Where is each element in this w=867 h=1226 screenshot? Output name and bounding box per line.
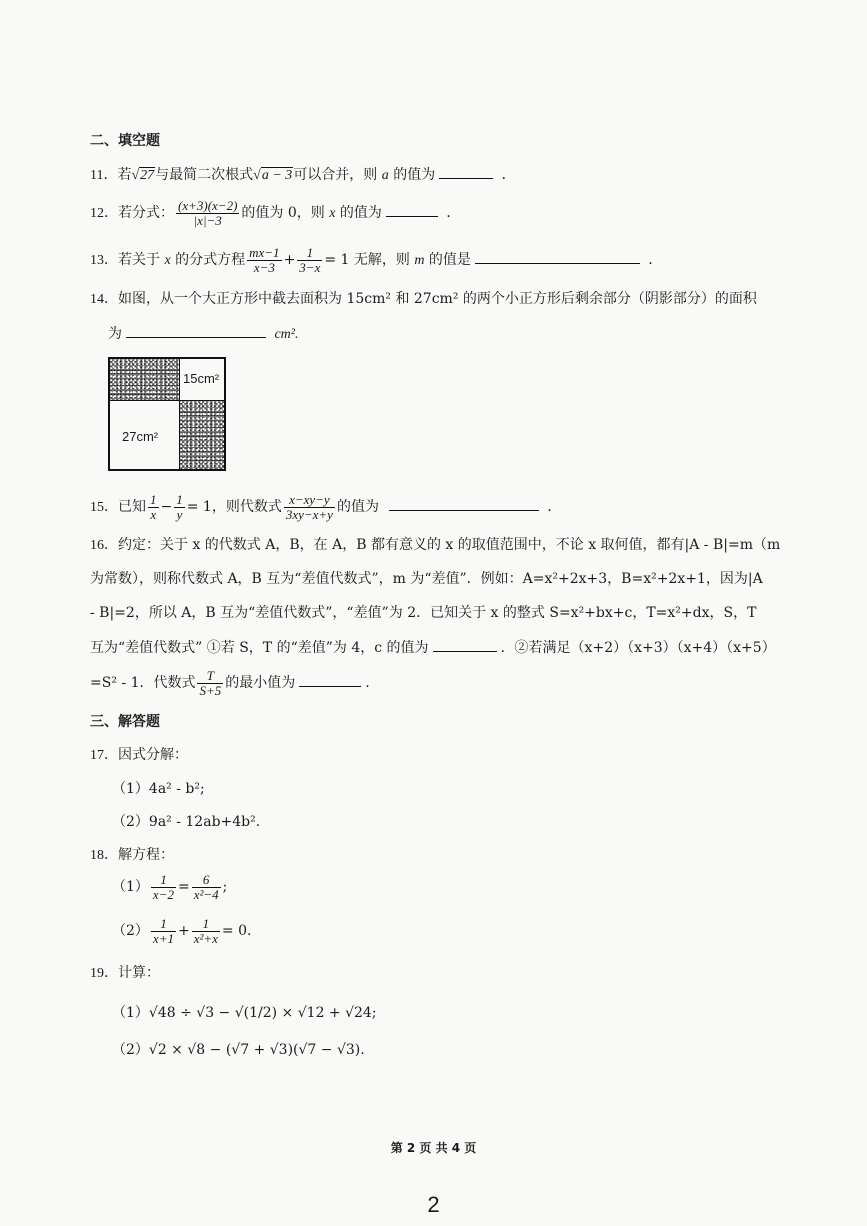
- q11-text-c: 可以合并，则: [293, 167, 378, 183]
- q16-answer-blank-1[interactable]: [433, 637, 497, 652]
- q11-var: a: [381, 168, 389, 183]
- q16-text-4a: 互为“差值代数式” ①若 S，T 的“差值”为 4，c 的值为: [90, 640, 429, 656]
- q15-minus: −: [160, 499, 173, 515]
- q16-number: 16．: [90, 538, 118, 553]
- question-12: [90, 198, 807, 229]
- q16-text-5b: 的最小值为: [225, 675, 296, 691]
- q13-var-m: m: [414, 253, 425, 268]
- small-square-27: [110, 401, 180, 469]
- question-17: [90, 745, 807, 766]
- q14-text: 如图，从一个大正方形中截去面积为 15cm² 和 27cm² 的两个小正方形后剩余部分（阴影部分）的面积: [118, 291, 757, 307]
- q12-text-c: 的值为: [339, 205, 382, 221]
- q12-text-b: 的值为 0，则: [241, 205, 325, 221]
- shaded-region-top-left: [110, 359, 180, 401]
- q18-number: 18．: [90, 848, 118, 863]
- q18-p1-frac-2: $\frac{6}{\text{x²−4}}$: [193, 871, 219, 902]
- q11-number: 11．: [90, 168, 118, 183]
- q16-fraction: $\frac{T}{S+5}$: [199, 667, 222, 698]
- q18-part-2: （2） $\frac{1}{x+1}$ + $\frac{1}{\text{x²+x}}$ = 0.: [112, 915, 252, 946]
- q19-title: 计算：: [118, 965, 160, 981]
- q12-var: x: [329, 206, 336, 221]
- q19-part-2: （2）√2 × √8 − (√7 + √3)(√7 − √3).: [112, 1042, 365, 1058]
- label-15cm2: 15cm²: [183, 371, 220, 386]
- q11-answer-blank[interactable]: [439, 164, 493, 179]
- question-15: [90, 492, 807, 523]
- q15-fraction-3: $\frac{x-xy-y}{3xy-x+y}$: [285, 491, 333, 522]
- q13-var: x: [164, 253, 171, 268]
- q11-text-b: 与最简二次根式: [155, 167, 254, 183]
- q11-sqrt-a3: √a − 3: [253, 168, 293, 183]
- q14-number: 14．: [90, 292, 118, 307]
- q17-part-1: （1）4a² - b²;: [112, 781, 205, 797]
- q16-text-5a: =S² - 1．代数式: [90, 675, 196, 691]
- q14-answer-blank[interactable]: [126, 323, 266, 338]
- question-11: [90, 164, 807, 186]
- q14-unit: cm².: [274, 327, 299, 342]
- question-16-line-1: [90, 535, 807, 556]
- q18-p1-frac-1: $\frac{1}{x-2}$: [152, 871, 174, 902]
- q19-number: 19．: [90, 966, 118, 981]
- q11-end: ．: [501, 167, 516, 183]
- q12-answer-blank[interactable]: [386, 202, 438, 217]
- q15-text-c: 的值为: [336, 499, 379, 515]
- q17-number: 17．: [90, 748, 118, 763]
- question-16-line-2: 为常数），则称代数式 A，B 互为“差值代数式”，m 为“差值”．例如：A=x²+2x+3，B=x²+2x+1，因为|A: [90, 571, 763, 587]
- page-footer: 第 2 页 共 4 页: [390, 1141, 477, 1155]
- q15-end: ．: [547, 499, 562, 515]
- question-14-line-1: [90, 289, 807, 310]
- q11-text-d: 的值为: [393, 167, 436, 183]
- q13-text-b: 的分式方程: [175, 252, 246, 268]
- q11-sqrt-27: √27: [131, 168, 155, 183]
- q12-end: ．: [446, 205, 461, 221]
- question-16-line-4: [90, 637, 807, 658]
- q13-fraction-2: $\frac{1}{3-x}$: [299, 244, 321, 275]
- q18-p2-frac-1: $\frac{1}{x+1}$: [152, 915, 174, 946]
- question-14-line-2: [108, 323, 807, 345]
- q11-text-a: 若: [117, 167, 132, 183]
- small-square-15: [180, 359, 224, 401]
- q13-plus: +: [283, 252, 296, 268]
- question-13: [90, 245, 807, 276]
- q16-text-1: 约定：关于 x 的代数式 A，B，在 A，B 都有意义的 x 的取值范围中，不论 x 取何值，都有|A - B|=m（m: [118, 537, 781, 553]
- q17-title: 因式分解：: [118, 747, 188, 763]
- q13-text-a: 若关于: [118, 252, 160, 268]
- q14-text-b: 为: [108, 326, 122, 342]
- q15-fraction-2: $\frac{1}{y}$: [176, 491, 183, 522]
- question-16-line-3: - B|=2，所以 A，B 互为“差值代数式”，“差值”为 2．已知关于 x 的整式 S=x²+bx+c，T=x²+dx，S，T: [90, 605, 757, 621]
- q16-text-4b: ．②若满足（x+2）（x+3）（x+4）（x+5）: [500, 640, 776, 656]
- q18-title: 解方程：: [118, 847, 174, 863]
- q17-part-2: （2）9a² - 12ab+4b².: [112, 814, 261, 830]
- q12-text-a: 若分式：: [118, 205, 174, 221]
- q13-text-c: = 1 无解，则: [324, 252, 410, 268]
- q13-answer-blank[interactable]: [475, 249, 640, 264]
- question-19: [90, 963, 807, 984]
- q13-number: 13．: [90, 253, 118, 268]
- q15-fraction-1: $\frac{1}{x}$: [150, 491, 157, 522]
- label-27cm2: 27cm²: [122, 429, 159, 444]
- q15-answer-blank[interactable]: [389, 496, 539, 511]
- q18-part-1: （1） $\frac{1}{x-2}$ = $\frac{6}{\text{x²−4}}$ ;: [112, 871, 228, 902]
- question-18: [90, 845, 807, 866]
- q16-answer-blank-2[interactable]: [299, 672, 361, 687]
- q16-end: .: [365, 675, 370, 691]
- q14-figure: [108, 357, 226, 471]
- q18-p2-frac-2: $\frac{1}{\text{x²+x}}$: [193, 915, 218, 946]
- q15-text-a: 已知: [118, 499, 146, 515]
- question-16-line-5: [90, 668, 807, 698]
- q12-fraction: $\frac{(x+3)(x-2)}{|x|-3}$: [178, 197, 238, 228]
- q13-end: ．: [648, 252, 663, 268]
- q15-text-b: = 1，则代数式: [186, 499, 282, 515]
- page-number: 2: [427, 1192, 440, 1217]
- section-solve: 三、解答题: [90, 714, 160, 730]
- q12-number: 12．: [90, 206, 118, 221]
- q19-part-1: （1）√48 ÷ √3 − √(1/2) × √12 + √24;: [112, 1005, 377, 1021]
- section-fill-in: 二、填空题: [90, 133, 160, 149]
- q13-fraction-1: $\frac{mx-1}{x-3}$: [249, 244, 280, 275]
- q13-text-d: 的值是: [428, 252, 471, 268]
- shaded-region-bottom-right: [180, 401, 224, 469]
- q15-number: 15．: [90, 500, 118, 515]
